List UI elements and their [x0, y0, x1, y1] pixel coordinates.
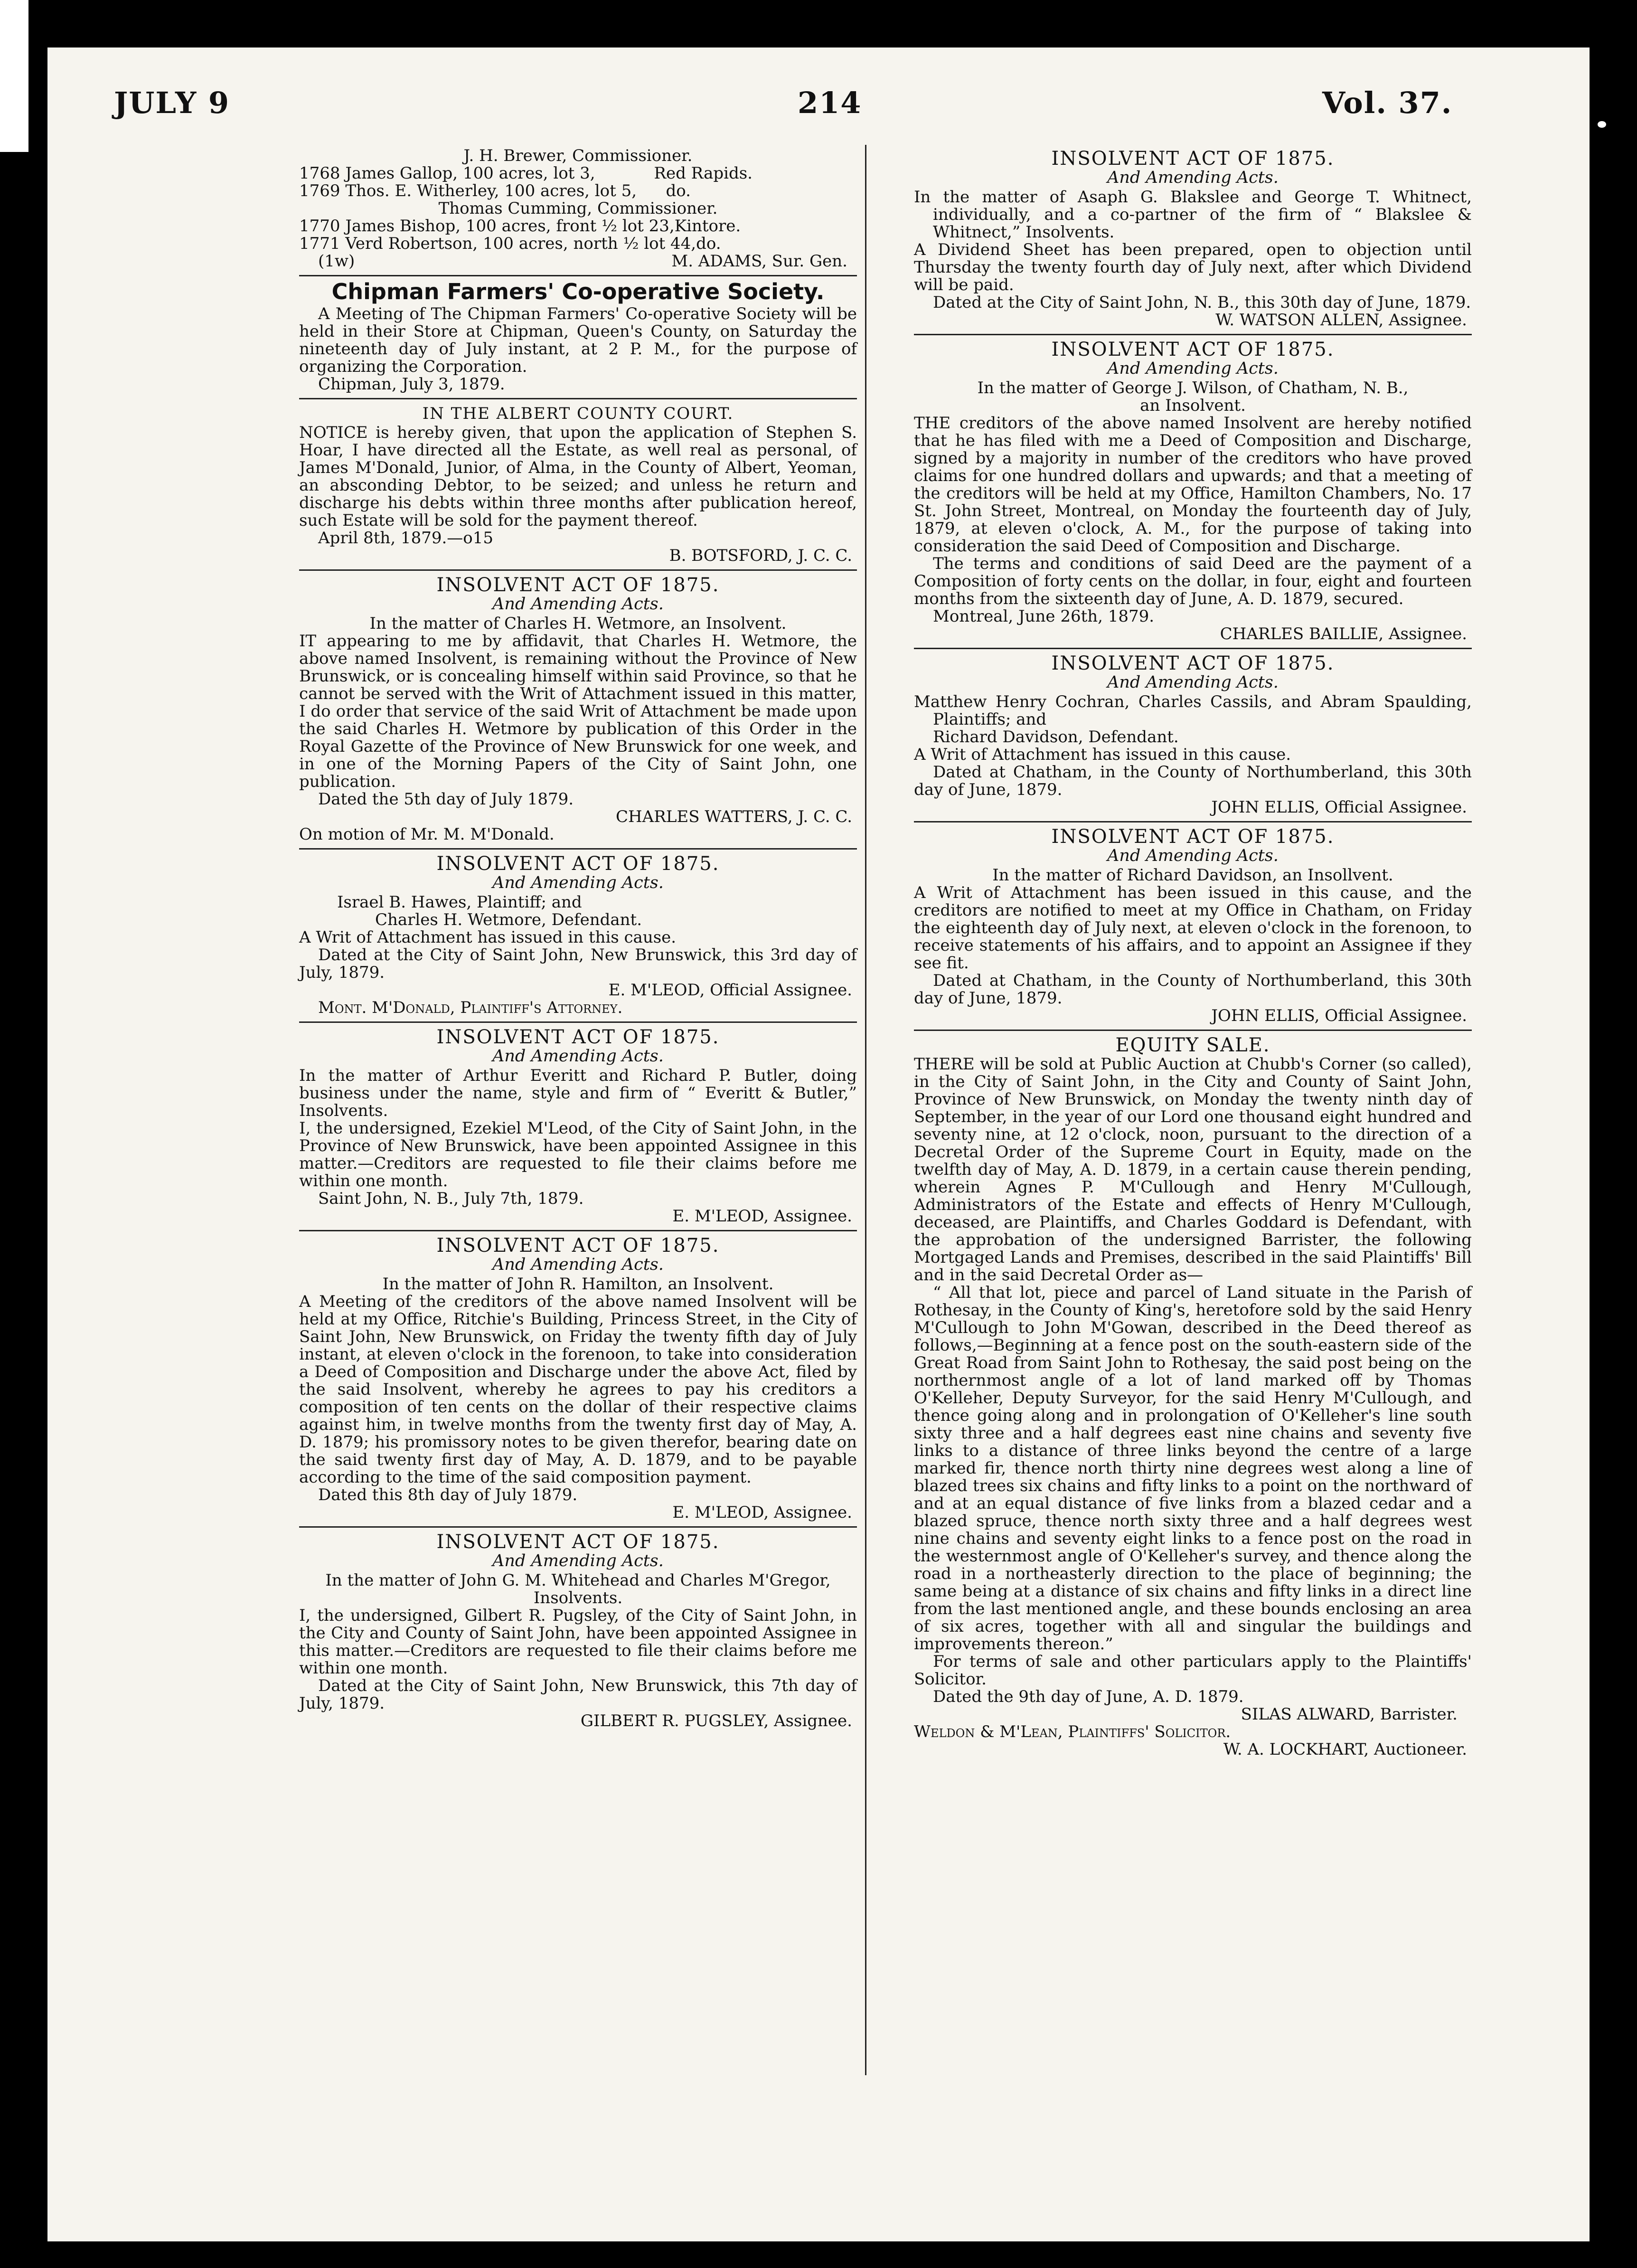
wilson-signer: CHARLES BAILLIE, Assignee. [1220, 624, 1467, 643]
equity-auctioneer: W. A. LOCKHART, Auctioneer. [1223, 1740, 1467, 1759]
column-rule [865, 145, 866, 2075]
plaintiffs-line: Matthew Henry Cochran, Charles Cassils, and Abram Spaulding, Plaintiffs; and [914, 692, 1472, 729]
land-entry: 1771 Verd Robertson, 100 acres, north ½ lot 44, do. [299, 234, 721, 253]
notice-heading: EQUITY SALE. [1115, 1034, 1270, 1056]
wetmore-date: Dated the 5th day of July 1879. [318, 790, 574, 809]
page-header [47, 47, 1590, 157]
hamilton-body: A Meeting of the creditors of the above named Insolvent will be held at my Office, Ritchie's Building, Princess Street, in the City of Saint John, New Brunswick, on Friday the twenty fifth day of July instant, at eleven o'clock in the forenoon, to take into consideration a Deed of Composition and Discharge under the above Act, filed by the said Insolvent, whereby he agrees to pay his creditors a composition of ten cents on the dollar of their respective claims against him, in twelve months from the twenty first day of May, A. D. 1879; his promissory notes to be given therefor, bearing date on the said twenty first day of May, A. D. 1879, and to be payable according to the time of the said composition payment. [299, 1292, 857, 1487]
notice-heading: INSOLVENT ACT OF 1875. [436, 1026, 720, 1048]
hawes-dated: Dated at the City of Saint John, New Brunswick, this 3rd day of July, 1879. [299, 945, 857, 982]
defendant-line: Charles H. Wetmore, Defendant. [375, 910, 642, 929]
notice-subhead: And Amending Acts. [1107, 846, 1279, 865]
section-rule [914, 648, 1472, 649]
whitehead-date: Dated at the City of Saint John, New Brunswick, this 7th day of July, 1879. [299, 1676, 857, 1713]
wetmore-notice [299, 575, 857, 843]
notice-heading: INSOLVENT ACT OF 1875. [1051, 339, 1335, 360]
albert-heading: IN THE ALBERT COUNTY COURT. [422, 404, 734, 423]
land-entry: 1770 James Bishop, 100 acres, front ½ lot 23, Kintore. [299, 217, 741, 236]
equity-barrister: SILAS ALWARD, Barrister. [1241, 1705, 1458, 1724]
hamilton-date: Dated this 8th day of July 1879. [318, 1485, 578, 1504]
wilson-terms: The terms and conditions of said Deed are the payment of a Composition of forty cents on the dollar, in four, eight and fourteen months from the sixteenth day of June, A. D. 1879, secured. [914, 554, 1472, 608]
whitehead-notice [299, 1531, 857, 1730]
notice-subhead: And Amending Acts. [1107, 168, 1279, 187]
equity-body: THERE will be sold at Public Auction at Chubb's Corner (so called), in the City of Saint John, in the City and County of Saint John, Province of New Brunswick, on Monday the twenty ninth day of September, in the year of our Lord one thousand eight hundred and seventy nine, at 12 o'clock, noon, pursuant to the direction of a Decretal Order of the Supreme Court in Equity, made on the twelfth day of May, A. D. 1879, in a certain cause therein pending, wherein Agnes P. M'Cullough and Henry M'Cullough, Administrators of the Estate and effects of Henry M'Cullough, deceased, are Plaintiffs, and Charles Goddard is Defendant, with the approbation of the undersigned Barrister, the following Mortgaged Lands and Premises, described in the said Plaintiffs' Bill and in the said Decretal Order as— [914, 1055, 1472, 1285]
section-rule [914, 334, 1472, 335]
chipman-body: A Meeting of The Chipman Farmers' Co-operative Society will be held in their Store at Chipman, Queen's County, on Saturday the nineteenth day of July instant, at 2 P. M., for the purpose of organizing the Corporation. [299, 304, 857, 376]
wilson-date: Montreal, June 26th, 1879. [933, 607, 1155, 626]
wetmore-body: IT appearing to me by affidavit, that Charles H. Wetmore, the above named Insolvent, is remaining without the Province of New Brunswick, or is concealing himself within said Province, so that he cannot be served with the Writ of Attachment issued in this matter, I do order that service of the said Writ of Attachment be made upon the said Charles H. Wetmore by publication of this Order in the Royal Gazette of the Province of New Brunswick for one week, and in one of the Morning Papers of the City of Saint John, one publication. [299, 632, 857, 791]
albert-date: April 8th, 1879.—o15 [318, 529, 494, 548]
land-grants-notice [299, 147, 857, 270]
notice-heading: INSOLVENT ACT OF 1875. [1051, 652, 1335, 674]
matter-line: In the matter of George J. Wilson, of Chatham, N. B., [977, 378, 1409, 397]
notice-subhead: And Amending Acts. [1107, 673, 1279, 692]
section-rule [299, 1230, 857, 1231]
scan-edge-mark [0, 0, 28, 152]
notice-heading: INSOLVENT ACT OF 1875. [436, 853, 720, 875]
writ-line: A Writ of Attachment has issued in this cause. [914, 745, 1291, 764]
writ-line: A Writ of Attachment has issued in this cause. [299, 928, 677, 947]
section-rule [914, 821, 1472, 822]
section-rule [299, 275, 857, 276]
cochran-notice [914, 653, 1472, 816]
everitt-notice [299, 1027, 857, 1225]
davidson-body: A Writ of Attachment has been issued in this cause, and the creditors are notified to meet at my Office in Chatham, on Friday the eighteenth day of July next, at eleven o'clock in the forenoon, to receive statements of his affairs, and to appoint an Assignee if they see fit. [914, 883, 1472, 973]
blakslee-body: A Dividend Sheet has been prepared, open to objection until Thursday the twenty fourth day of July next, after which Dividend will be paid. [914, 240, 1472, 294]
notice-heading: INSOLVENT ACT OF 1875. [436, 574, 720, 596]
matter-line: an Insolvent. [1140, 396, 1246, 415]
section-rule [299, 398, 857, 399]
whitehead-body: I, the undersigned, Gilbert R. Pugsley, of the City of Saint John, in the City and County of Saint John, have been appointed Assignee in this matter.—Creditors are requested to file their claims before me within one month. [299, 1606, 857, 1678]
volume-number: Vol. 37. [1322, 85, 1453, 120]
header-date: JULY 9 [114, 85, 230, 120]
notice-heading: INSOLVENT ACT OF 1875. [436, 1235, 720, 1257]
equity-terms: For terms of sale and other particulars apply to the Plaintiffs' Solicitor. [914, 1652, 1472, 1689]
wilson-notice [914, 339, 1472, 643]
signature-line: (1w) M. ADAMS, Sur. Gen. [318, 252, 847, 271]
matter-line: In the matter of Asaph G. Blakslee and George T. Whitnect, individually, and a co-partner of the firm of “ Blakslee & Whitnect,” Insolvents. [914, 188, 1472, 242]
albert-body: NOTICE is hereby given, that upon the application of Stephen S. Hoar, I have directed all the Estate, as well real as personal, of James M'Donald, Junior, of Alma, in the County of Albert, Yeoman, an absconding Debtor, to be seized; and unless he return and discharge his debts within three months after publication hereof, such Estate will be sold for the payment thereof. [299, 423, 857, 530]
everitt-signer: E. M'LEOD, Assignee. [672, 1207, 852, 1226]
blakslee-date: Dated at the City of Saint John, N. B., this 30th day of June, 1879. [933, 293, 1471, 312]
whitehead-signer: GILBERT R. PUGSLEY, Assignee. [580, 1711, 852, 1730]
albert-signer: B. BOTSFORD, J. C. C. [669, 546, 852, 565]
defendant-line: Richard Davidson, Defendant. [933, 728, 1179, 747]
commissioner-name: J. H. Brewer, Commissioner. [463, 146, 693, 165]
notice-heading: INSOLVENT ACT OF 1875. [436, 1531, 720, 1553]
equity-quote: “ All that lot, piece and parcel of Land situate in the Parish of Rothesay, in the County of King's, heretofore sold by the said Henry M'Cullough to John M'Gowan, described in the Deed thereof as follows,—Beginning at a fence post on the south-eastern side of the Great Road from Saint John to Rothesay, the said post being on the northernmost angle of a lot of land marked off by Thomas O'Kelleher, Deputy Surveyor, for the said Henry M'Cullough, and thence going along and in prolongation of O'Kelleher's line south sixty three and a half degrees east nine chains and seventy five links to a distance of three links beyond the centre of a large marked fir, thence north thirty nine degrees west along a line of blazed trees six chains and fifty links to a point on the northward of and at an equal distance of five links from a blazed cedar and a blazed spruce, thence north sixty three and a half degrees west nine chains and seventy eight links to a fence post on the road in the westernmost angle of O'Kelleher's survey, and thence along the road in a northeasterly direction to the place of beginning; the same being at a distance of six chains and fifty links in a direct line from the last mentioned angle, and these bounds enclosing an area of six acres, together with all and singular the buildings and improvements thereon.” [914, 1283, 1472, 1654]
albert-court-notice [299, 403, 857, 565]
everitt-body: I, the undersigned, Ezekiel M'Leod, of the City of Saint John, in the Province of New Brunswick, have been appointed Assignee in this matter.—Creditors are requested to file their claims before me within one month. [299, 1119, 857, 1191]
right-column [914, 147, 1472, 1763]
cochran-signer: JOHN ELLIS, Official Assignee. [1211, 798, 1467, 817]
notice-subhead: And Amending Acts. [492, 1047, 664, 1066]
section-rule [299, 1021, 857, 1023]
notice-subhead: And Amending Acts. [1107, 359, 1279, 378]
davidson-signer: JOHN ELLIS, Official Assignee. [1211, 1006, 1467, 1025]
equity-date: Dated the 9th day of June, A. D. 1879. [933, 1687, 1244, 1706]
notice-subhead: And Amending Acts. [492, 873, 664, 892]
matter-line: In the matter of John G. M. Whitehead and Charles M'Gregor, Insolvents. [325, 1571, 831, 1607]
chipman-date: Chipman, July 3, 1879. [318, 375, 505, 394]
blakslee-notice [914, 148, 1472, 329]
land-entry: 1769 Thos. E. Witherley, 100 acres, lot 5, do. [299, 181, 691, 200]
section-rule [299, 569, 857, 571]
section-rule [299, 848, 857, 850]
scan-speck [1598, 121, 1606, 128]
wilson-body: THE creditors of the above named Insolvent are hereby notified that he has filed with me a Deed of Composition and Discharge, signed by a majority in number of the creditors who have proved claims for one hundred dollars and upwards; and that a meeting of the creditors will be held at my Office, Hamilton Chambers, No. 17 St. John Street, Montreal, on Monday the fourteenth day of July, 1879, at eleven o'clock, A. M., for the purpose of taking into consideration the said Deed of Composition and Discharge. [914, 414, 1472, 556]
matter-line: In the matter of Arthur Everitt and Richard P. Butler, doing business under the name, style and firm of “ Everitt & Butler,” Insolvents. [299, 1066, 857, 1120]
davidson-dated: Dated at Chatham, in the County of Northumberland, this 30th day of June, 1879. [914, 971, 1472, 1008]
commissioner-name: Thomas Cumming, Commissioner. [438, 199, 718, 218]
hawes-attorney: Mont. M'Donald, Plaintiff's Attorney. [318, 998, 623, 1017]
everitt-date: Saint John, N. B., July 7th, 1879. [318, 1189, 584, 1208]
cochran-dated: Dated at Chatham, in the County of Northumberland, this 30th day of June, 1879. [914, 763, 1472, 799]
equity-solicitor: Weldon & M'Lean, Plaintiffs' Solicitor. [914, 1722, 1231, 1741]
equity-sale-notice [914, 1035, 1472, 1758]
wetmore-motion: On motion of Mr. M. M'Donald. [299, 825, 555, 844]
wetmore-signer: CHARLES WATTERS, J. C. C. [616, 807, 852, 826]
land-entry: 1768 James Gallop, 100 acres, lot 3, Red Rapids. [299, 164, 753, 183]
chipman-notice [299, 279, 857, 394]
notice-subhead: And Amending Acts. [492, 595, 664, 614]
notice-subhead: And Amending Acts. [492, 1551, 664, 1570]
matter-line: In the matter of John R. Hamilton, an Insolvent. [382, 1275, 774, 1294]
matter-line: In the matter of Richard Davidson, an Insollvent. [992, 866, 1393, 885]
section-rule [299, 1526, 857, 1528]
gazette-page [47, 47, 1590, 2241]
davidson-notice [914, 826, 1472, 1025]
hamilton-notice [299, 1235, 857, 1521]
chipman-title: Chipman Farmers' Co-operative Society. [331, 279, 825, 304]
blakslee-signer: W. WATSON ALLEN, Assignee. [1215, 311, 1467, 330]
matter-line: In the matter of Charles H. Wetmore, an Insolvent. [369, 614, 787, 633]
section-rule [914, 1030, 1472, 1031]
page-number: 214 [798, 85, 862, 120]
hawes-notice [299, 853, 857, 1017]
notice-subhead: And Amending Acts. [492, 1255, 664, 1274]
hawes-signer: E. M'LEOD, Official Assignee. [608, 981, 852, 1000]
plaintiff-line: Israel B. Hawes, Plaintiff; and [337, 893, 582, 912]
notice-heading: INSOLVENT ACT OF 1875. [1051, 826, 1335, 848]
left-column [299, 147, 857, 1735]
hamilton-signer: E. M'LEOD, Assignee. [672, 1503, 852, 1522]
notice-heading: INSOLVENT ACT OF 1875. [1051, 148, 1335, 170]
